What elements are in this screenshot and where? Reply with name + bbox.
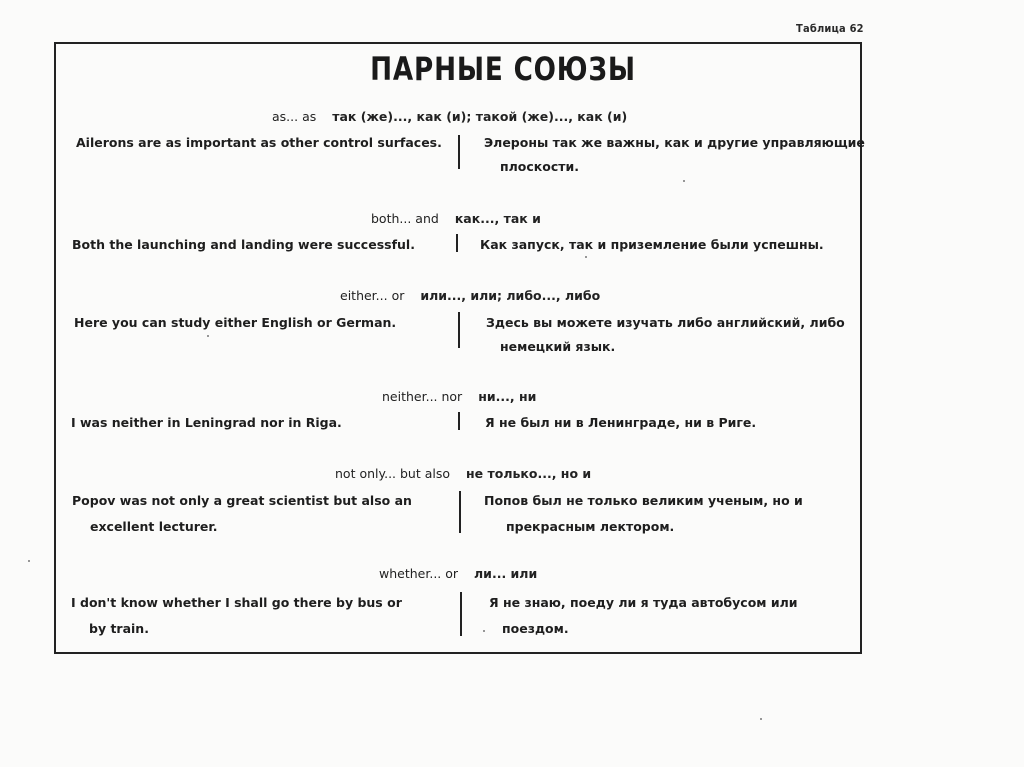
example-russian-line: Я не был ни в Ленинграде, ни в Риге. [485,415,757,430]
conjunction-russian: ли... или [474,566,538,581]
example-english-line: Popov was not only a great scientist but also an [72,493,412,508]
example-russian-line: прекрасным лектором. [506,519,675,534]
example-russian-line: Здесь вы можете изучать либо английский, либо [486,315,845,330]
example-english-line: by train. [89,621,149,636]
table-number-label: Таблица 62 [796,22,864,35]
scan-speck [585,256,587,258]
scan-speck [207,335,209,337]
example-english-line: Ailerons are as important as other control surfaces. [76,135,442,150]
column-divider [460,592,462,636]
conjunction-english: either... or [340,288,405,303]
example-russian-line: Как запуск, так и приземление были успешны. [480,237,824,252]
conjunction-header-neither-nor [382,389,536,404]
column-divider [458,312,460,348]
conjunction-english: whether... or [379,566,459,581]
scan-speck [760,718,762,720]
page-title: ПАРНЫЕ СОЮЗЫ [370,50,636,88]
example-russian-line: плоскости. [500,159,580,174]
conjunction-english: neither... nor [382,389,463,404]
conjunction-russian: как..., так и [454,211,541,226]
conjunction-english: both... and [371,211,439,226]
conjunction-header-both-and [371,211,541,226]
conjunction-english: as... as [272,109,317,124]
conjunction-header-not-only-but-also [335,466,591,481]
conjunction-russian: так (же)..., как (и); такой (же)..., как (и) [332,109,628,124]
conjunction-russian: ни..., ни [478,389,537,404]
conjunction-header-as-as [272,109,627,124]
column-divider [459,491,461,533]
conjunction-russian: не только..., но и [466,466,592,481]
example-russian-line: немецкий язык. [500,339,616,354]
example-english-line: excellent lecturer. [90,519,218,534]
conjunction-header-either-or [340,288,600,303]
example-english-line: I was neither in Leningrad nor in Riga. [71,415,342,430]
example-russian-line: Я не знаю, поеду ли я туда автобусом или [489,595,798,610]
example-english-line: Here you can study either English or German. [74,315,397,330]
conjunction-english: not only... but also [335,466,451,481]
column-divider [458,135,460,169]
example-russian-line: поездом. [502,621,569,636]
example-english-line: I don't know whether I shall go there by bus or [71,595,402,610]
conjunction-header-whether-or [379,566,537,581]
scan-speck [683,180,685,182]
column-divider [458,412,460,430]
column-divider [456,234,458,252]
table-frame [54,42,862,654]
conjunction-russian: или..., или; либо..., либо [420,288,601,303]
example-russian-line: Попов был не только великим ученым, но и [484,493,803,508]
example-russian-line: Элероны так же важны, как и другие управляющие [484,135,865,150]
example-english-line: Both the launching and landing were successful. [72,237,415,252]
scan-speck [483,630,485,632]
scan-speck [28,560,30,562]
